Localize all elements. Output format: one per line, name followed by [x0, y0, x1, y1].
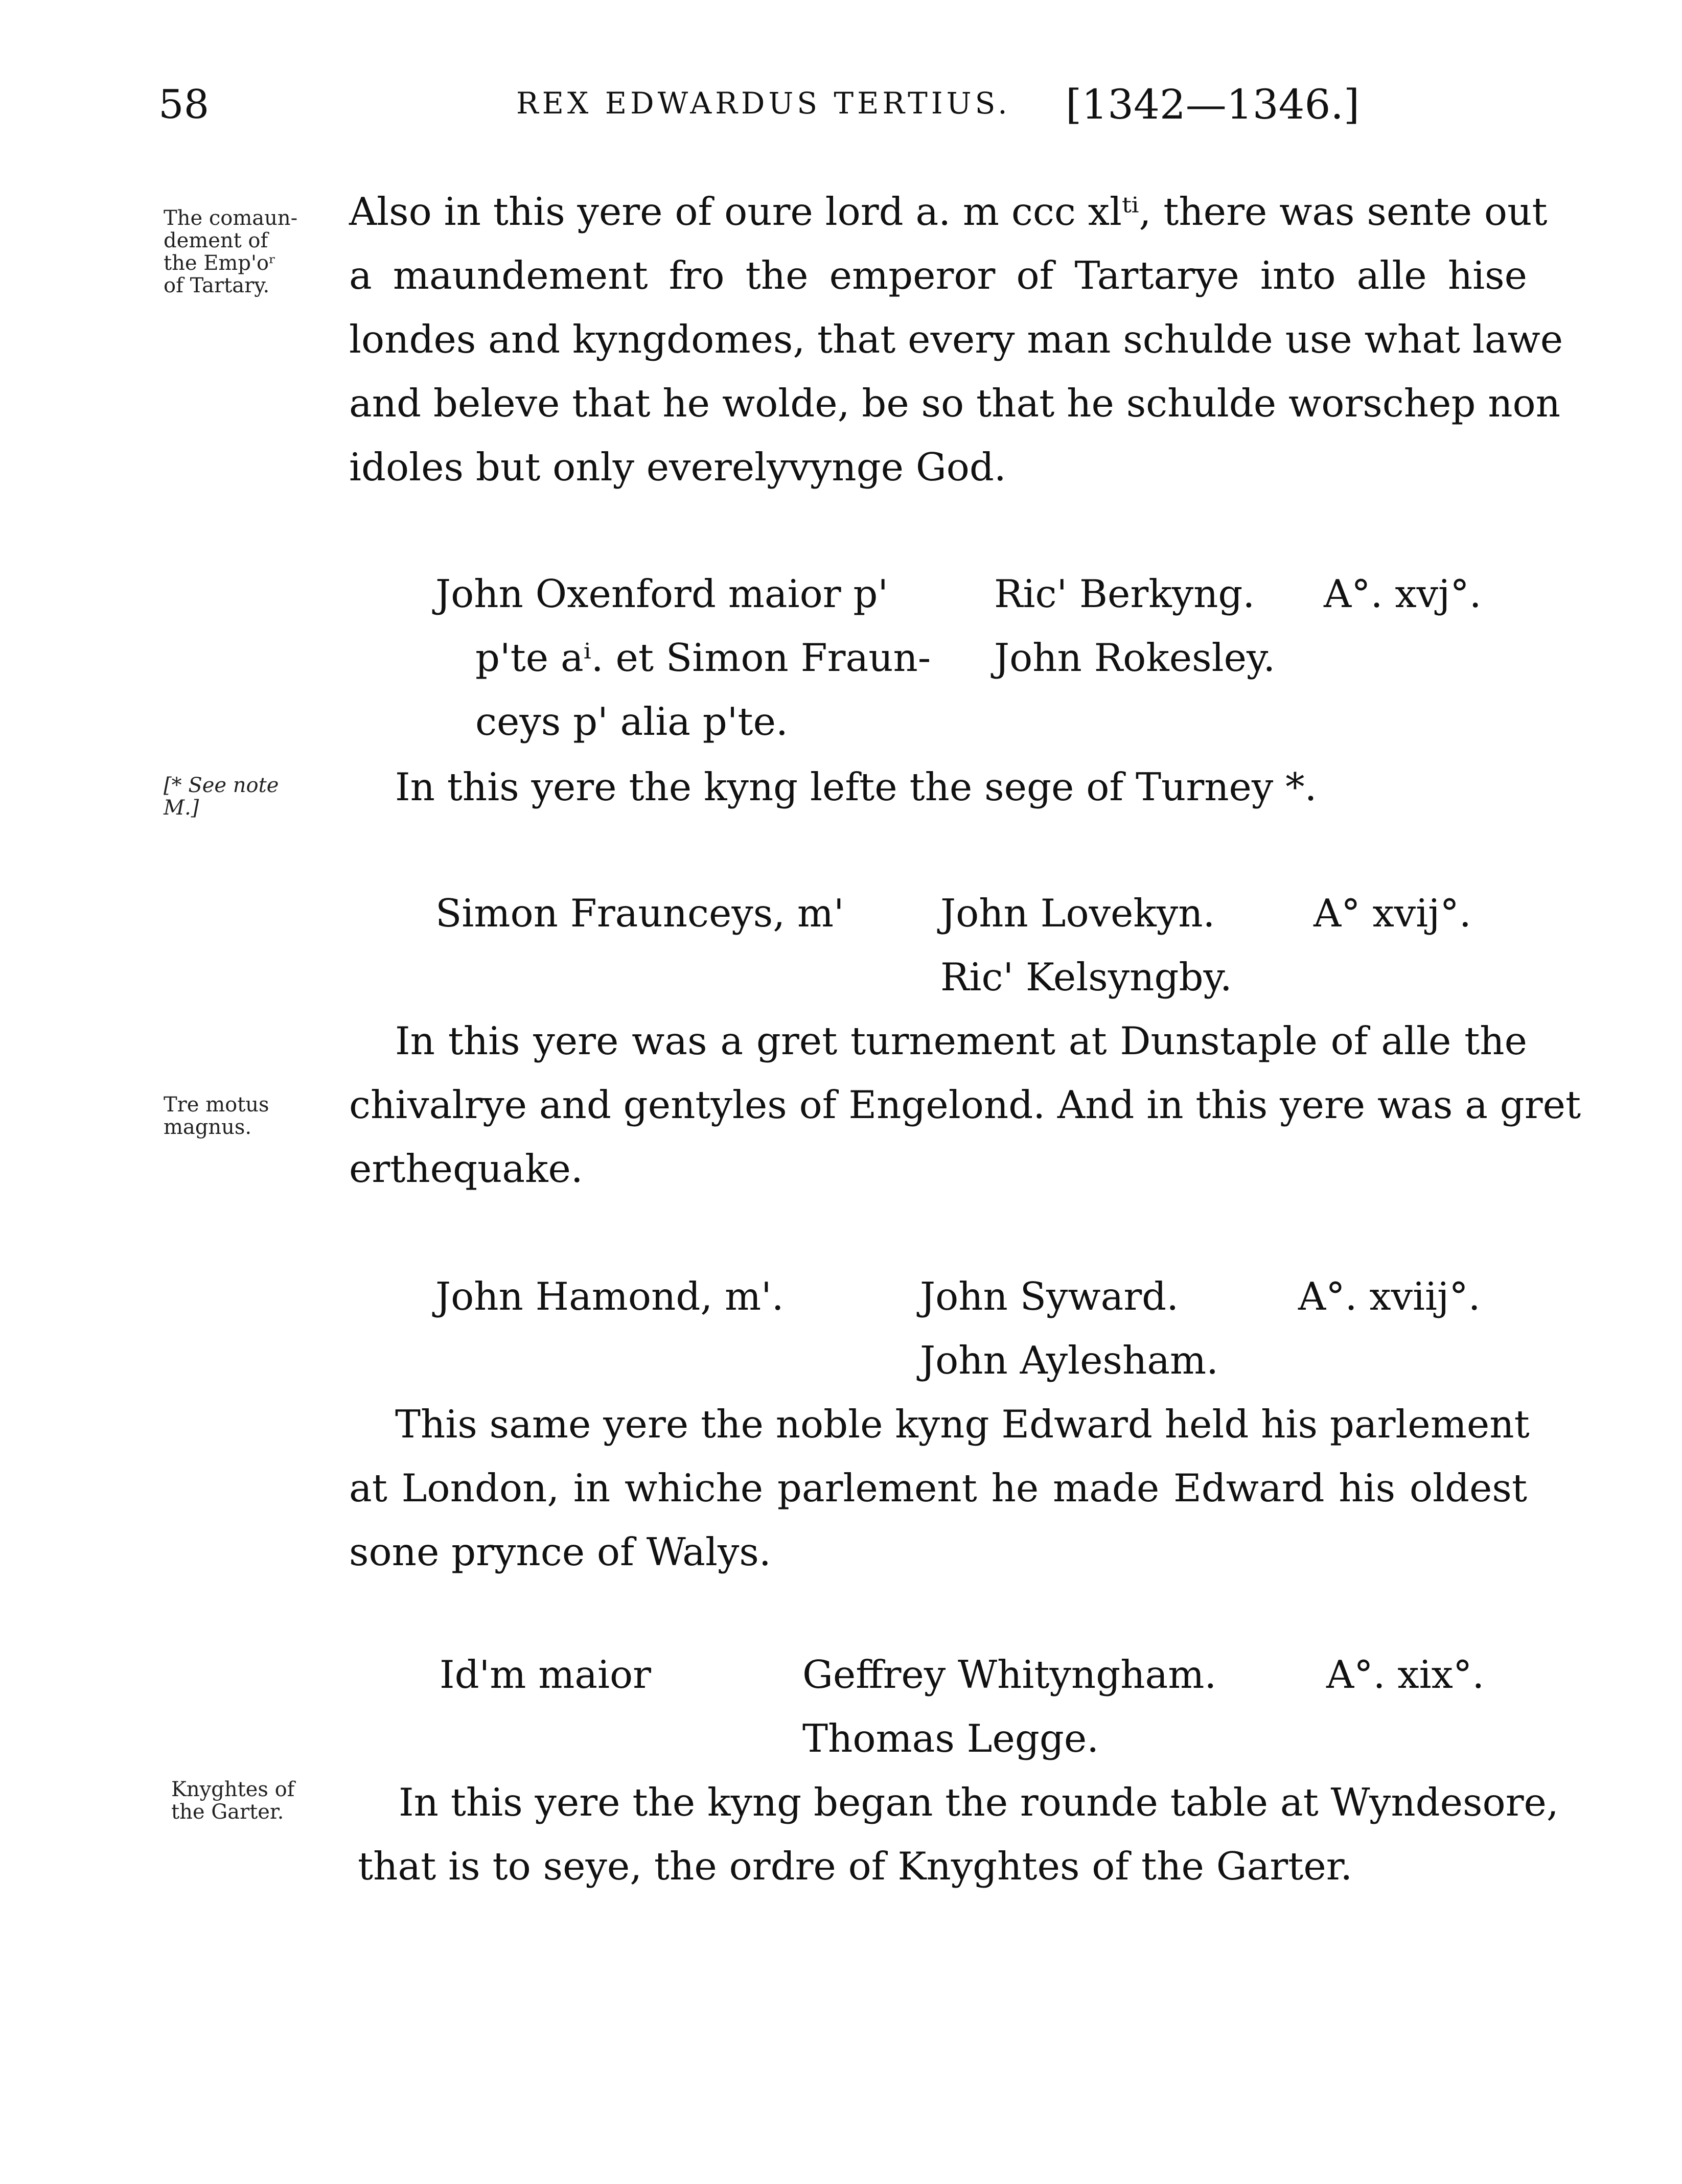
officer-table-2 — [0, 881, 1682, 1014]
margin-note-tre-motus: Tre motus magnus. — [164, 1093, 269, 1139]
mayor-line: ceys p' alia p'te. — [475, 699, 788, 744]
sheriff-name: John Syward. — [920, 1274, 1179, 1319]
paragraph-line: idoles but only everelyvynge God. — [349, 445, 1006, 490]
sheriff-name: Geffrey Whityngham. — [802, 1652, 1217, 1697]
mayor-line: Simon Fraunceys, m' — [435, 891, 844, 936]
paragraph-line: In this yere was a gret turnement at Dunstaple of alle the — [395, 1018, 1527, 1063]
paragraph-line: a maundement fro the emperor of Tartarye into alle hise — [349, 253, 1527, 298]
sheriff-name: Ric' Berkyng. — [994, 571, 1255, 616]
sheriff-name: Ric' Kelsyngby. — [940, 955, 1232, 1000]
date-range: [1342—1346.] — [1066, 81, 1360, 128]
margin-note-garter: Knyghtes of the Garter. — [171, 1778, 295, 1824]
paragraph-line: londes and kyngdomes, that every man schulde use what lawe — [349, 317, 1563, 362]
regnal-year: A° xvij°. — [1314, 891, 1471, 936]
paragraph-line: and beleve that he wolde, be so that he schulde worschep non — [349, 381, 1561, 426]
margin-note-see-note: [* See note M.] — [164, 774, 279, 820]
mayor-line: Id'm maior — [440, 1652, 652, 1697]
paragraph-line: sone prynce of Walys. — [349, 1529, 771, 1574]
sheriff-name: John Lovekyn. — [940, 891, 1215, 936]
paragraph-line: In this yere the kyng lefte the sege of Turney *. — [395, 764, 1317, 809]
page-header — [0, 0, 1682, 133]
paragraph-line: This same yere the noble kyng Edward held his parlement — [395, 1402, 1530, 1447]
regnal-year: A°. xix°. — [1326, 1652, 1485, 1697]
sheriff-name: John Aylesham. — [920, 1338, 1218, 1383]
mayor-line: John Hamond, m'. — [435, 1274, 784, 1319]
paragraph-line: erthequake. — [349, 1146, 583, 1191]
sheriff-name: Thomas Legge. — [802, 1716, 1099, 1761]
page-number: 58 — [158, 82, 210, 128]
paragraph-dunstaple — [349, 1009, 1581, 1201]
paragraph-turney — [395, 755, 1519, 819]
officer-table-3 — [0, 1265, 1682, 1398]
mayor-line: John Oxenford maior p' — [435, 571, 889, 616]
paragraph-tartary — [349, 180, 1563, 499]
paragraph-parlement — [349, 1392, 1530, 1584]
sheriff-name: John Rokesley. — [994, 635, 1276, 680]
running-title: REX EDWARDUS TERTIUS. — [516, 86, 1011, 121]
paragraph-line: at London, in whiche parlement he made Edward his oldest — [349, 1466, 1527, 1511]
margin-note-tartary: The comaun- dement of the Emp'oʳ of Tartary. — [164, 206, 298, 297]
paragraph-line: Also in this yere of oure lord a. m ccc xlᵗⁱ, there was sente out — [349, 189, 1548, 234]
officer-table-4 — [0, 1643, 1682, 1776]
paragraph-line: that is to seye, the ordre of Knyghtes of the Garter. — [358, 1844, 1353, 1889]
officer-table-1 — [0, 562, 1682, 756]
regnal-year: A°. xvj°. — [1324, 571, 1482, 616]
regnal-year: A°. xviij°. — [1298, 1274, 1481, 1319]
paragraph-line: chivalrye and gentyles of Engelond. And in this yere was a gret — [349, 1082, 1581, 1127]
paragraph-garter — [358, 1771, 1559, 1898]
mayor-line: p'te aⁱ. et Simon Fraun- — [475, 635, 931, 680]
paragraph-line: In this yere the kyng began the rounde table at Wyndesore, — [399, 1780, 1559, 1825]
